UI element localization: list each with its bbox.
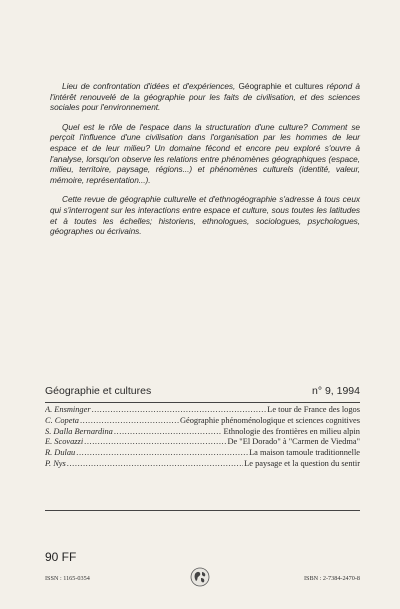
toc-row (45, 448, 360, 459)
journal-title: Géographie et cultures (45, 385, 152, 397)
toc-row (45, 459, 360, 470)
toc-article: Le tour de France des logos (267, 405, 360, 414)
price: 90 FF (45, 550, 77, 564)
toc-article: La maison tamoule traditionnelle (249, 448, 360, 458)
toc-leader (76, 448, 248, 459)
isbn: ISBN : 2-7384-2470-8 (303, 575, 360, 582)
intro-p1-italic-2: répond à l'intérêt renouvelé de la géographie pour les faits de civilisation, et des sciences sociales pour l'environnement. (50, 81, 360, 113)
globe-icon (190, 567, 210, 587)
toc-row (45, 416, 360, 427)
divider-top (45, 402, 360, 403)
intro-text (50, 81, 360, 246)
toc-article: Ethnologie des frontières en milieu alpin (223, 426, 360, 436)
issue-header (45, 385, 360, 399)
toc-leader (114, 427, 223, 438)
toc-author: C. Copeta (45, 415, 79, 425)
issn: ISSN : 1165-0354 (45, 575, 90, 582)
toc-row (45, 437, 360, 448)
toc-article: De "El Dorado" à "Carmen de Viedma" (227, 437, 360, 447)
toc-leader (84, 437, 226, 448)
divider-bottom (45, 510, 360, 511)
table-of-contents (45, 405, 360, 470)
toc-author: P. Nys (45, 458, 66, 468)
toc-author: E. Scovazzi (45, 437, 84, 447)
toc-leader (67, 459, 243, 470)
toc-row (45, 405, 360, 416)
toc-article: Géographie phénoménologique et sciences cognitives (179, 415, 360, 425)
issue-number: n° 9, 1994 (312, 385, 360, 397)
toc-article: Le paysage et la question du sentir (244, 458, 360, 468)
intro-p1-roman: Géographie et cultures (235, 81, 327, 91)
toc-leader (80, 416, 179, 427)
intro-paragraph-3: Cette revue de géographie culturelle et d'ethnogéographie s'adresse à tous ceux qui s'interrogent sur les interactions entre espace et culture, sous toutes les latitudes et à toutes les échelles; historiens, ethnologues, sociologues, psychologues, géographes ou écrivains. (50, 194, 360, 237)
toc-author: S. Dalla Bernardina (45, 426, 113, 436)
toc-leader (92, 405, 267, 416)
intro-p1-italic: Lieu de confrontation d'idées et d'expériences, (62, 81, 236, 91)
intro-paragraph-2: Quel est le rôle de l'espace dans la structuration d'une culture? Comment se perçoit l'influence d'une civilisation dans l'organisation par les hommes de leur espace et de leur milieu? Un domaine fécond et encore peu exploré s'ouvre à l'analyse, lorsqu'on observe les relations entre phénomènes géographiques (espace, milieu, territoire, paysage, régions...) et phénomènes culturels (identité, valeur, mémoire, représentation...). (50, 121, 360, 185)
toc-row (45, 427, 360, 438)
toc-author: A. Ensminger (45, 405, 91, 414)
toc-author: R. Dulau (45, 448, 76, 458)
intro-paragraph-1 (50, 81, 360, 113)
